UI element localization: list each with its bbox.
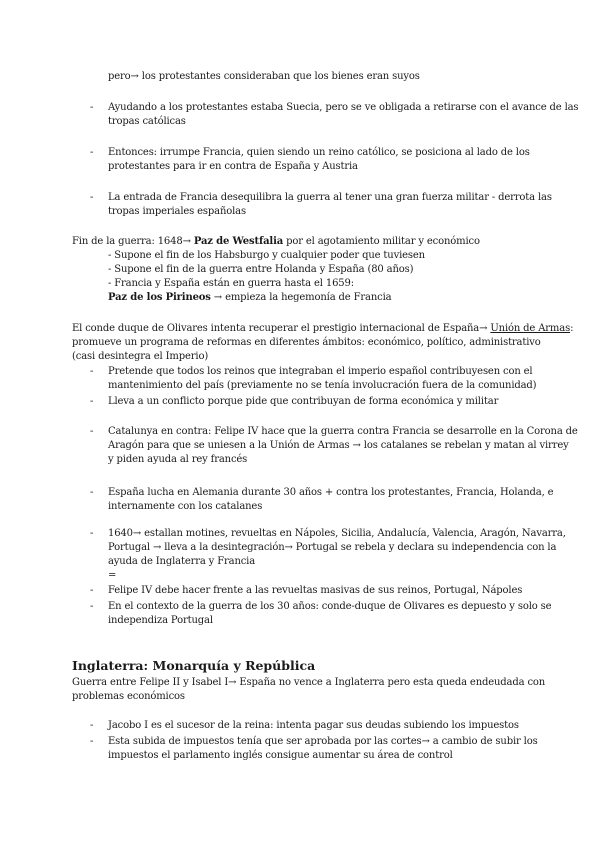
- text-span: :: [570, 323, 574, 334]
- bullet-dash: -: [90, 720, 94, 731]
- text-line: =: [108, 570, 117, 581]
- union-armas: Unión de Armas: [490, 323, 571, 334]
- text-line: ayuda de Inglaterra y Francia: [108, 556, 256, 567]
- text-line: Esta subida de impuestos tenía que ser aprobada por las cortes→ a cambio de subir los: [108, 736, 538, 747]
- text-line: España lucha en Alemania durante 30 años + contra los protestantes, Francia, Holanda, e: [108, 487, 554, 498]
- bullet-dash: -: [90, 102, 94, 113]
- text-line: En el contexto de la guerra de los 30 años: conde-duque de Olivares es depuesto y solo se: [108, 601, 552, 612]
- text-line: - Francia y España están en guerra hasta el 1659:: [108, 278, 354, 289]
- fin-guerra-line: [72, 235, 480, 249]
- text-line: Lleva a un conflicto porque pide que contribuyan de forma económica y militar: [108, 396, 499, 407]
- text-line: internamente con los catalanes: [108, 501, 263, 512]
- bullet-dash: -: [90, 601, 94, 612]
- text-line: Ayudando a los protestantes estaba Suecia, pero se ve obligada a retirarse con el avance de las: [108, 102, 579, 113]
- text-line: Catalunya en contra: Felipe IV hace que la guerra contra Francia se desarrolle en la Corona de: [108, 426, 578, 437]
- text-line: y piden ayuda al rey francés: [108, 454, 248, 465]
- text-line: Guerra entre Felipe II y Isabel I→ España no vence a Inglaterra pero esta queda endeudada con: [72, 677, 546, 688]
- olivares-line: [72, 322, 573, 336]
- text-span: por el agotamiento militar y económico: [283, 236, 480, 247]
- text-line: promueve un programa de reformas en diferentes ámbitos: económico, político, administrativo: [72, 337, 541, 348]
- text-line: protestantes para ir en contra de España y Austria: [108, 161, 358, 172]
- bullet-dash: -: [90, 396, 94, 407]
- text-line: La entrada de Francia desequilibra la guerra al tener una gran fuerza militar - derrota las: [108, 192, 552, 203]
- text-span: → empieza la hegemonía de Francia: [210, 292, 392, 303]
- text-line: Portugal → lleva a la desintegración→ Portugal se rebela y declara su independencia con la: [108, 542, 557, 553]
- text-line: tropas imperiales españolas: [108, 206, 246, 217]
- bullet-dash: -: [90, 736, 94, 747]
- text-line: independiza Portugal: [108, 615, 213, 626]
- bullet-dash: -: [90, 147, 94, 158]
- text-line: Jacobo I es el sucesor de la reina: intenta pagar sus deudas subiendo los impuestos: [108, 720, 519, 731]
- text-line: (casi desintegra el Imperio): [72, 351, 209, 362]
- bullet-dash: -: [90, 426, 94, 437]
- text-line: Felipe IV debe hacer frente a las revueltas masivas de sus reinos, Portugal, Nápoles: [108, 585, 523, 596]
- paz-westfalia: Paz de Westfalia: [193, 236, 284, 247]
- bullet-dash: -: [90, 487, 94, 498]
- text-line: Aragón para que se uniesen a la Unión de Armas → los catalanes se rebelan y matan al virrey: [108, 440, 569, 451]
- text-line: Pretende que todos los reinos que integraban el imperio español contribuyesen con el: [108, 366, 533, 377]
- text-line: Entonces: irrumpe Francia, quien siendo un reino católico, se posiciona al lado de los: [108, 147, 530, 158]
- text-line: - Supone el fin de los Habsburgo y cualquier poder que tuviesen: [108, 250, 425, 261]
- text-span: Fin de la guerra: 1648→: [72, 236, 194, 247]
- text-line: - Supone el fin de la guerra entre Holanda y España (80 años): [108, 264, 414, 275]
- text-span: El conde duque de Olivares intenta recuperar el prestigio internacional de España→: [72, 323, 491, 334]
- section-heading: Inglaterra: Monarquía y República: [72, 658, 316, 673]
- text-line: mantenimiento del país (previamente no se tenía involucración fuera de la comunidad): [108, 380, 537, 391]
- bullet-dash: -: [90, 192, 94, 203]
- bullet-dash: -: [90, 585, 94, 596]
- text-line: 1640→ estallan motines, revueltas en Nápoles, Sicilia, Andalucía, Valencia, Aragón, Navarra,: [108, 528, 566, 539]
- bullet-dash: -: [90, 528, 94, 539]
- text-line: tropas católicas: [108, 116, 186, 127]
- text-line: pero→ los protestantes consideraban que los bienes eran suyos: [108, 71, 420, 82]
- text-line: impuestos el parlamento inglés consigue aumentar su área de control: [108, 750, 453, 761]
- pirineos-line: [108, 291, 391, 305]
- text-line: problemas económicos: [72, 691, 185, 702]
- bullet-dash: -: [90, 366, 94, 377]
- paz-pirineos: Paz de los Pirineos: [108, 292, 211, 303]
